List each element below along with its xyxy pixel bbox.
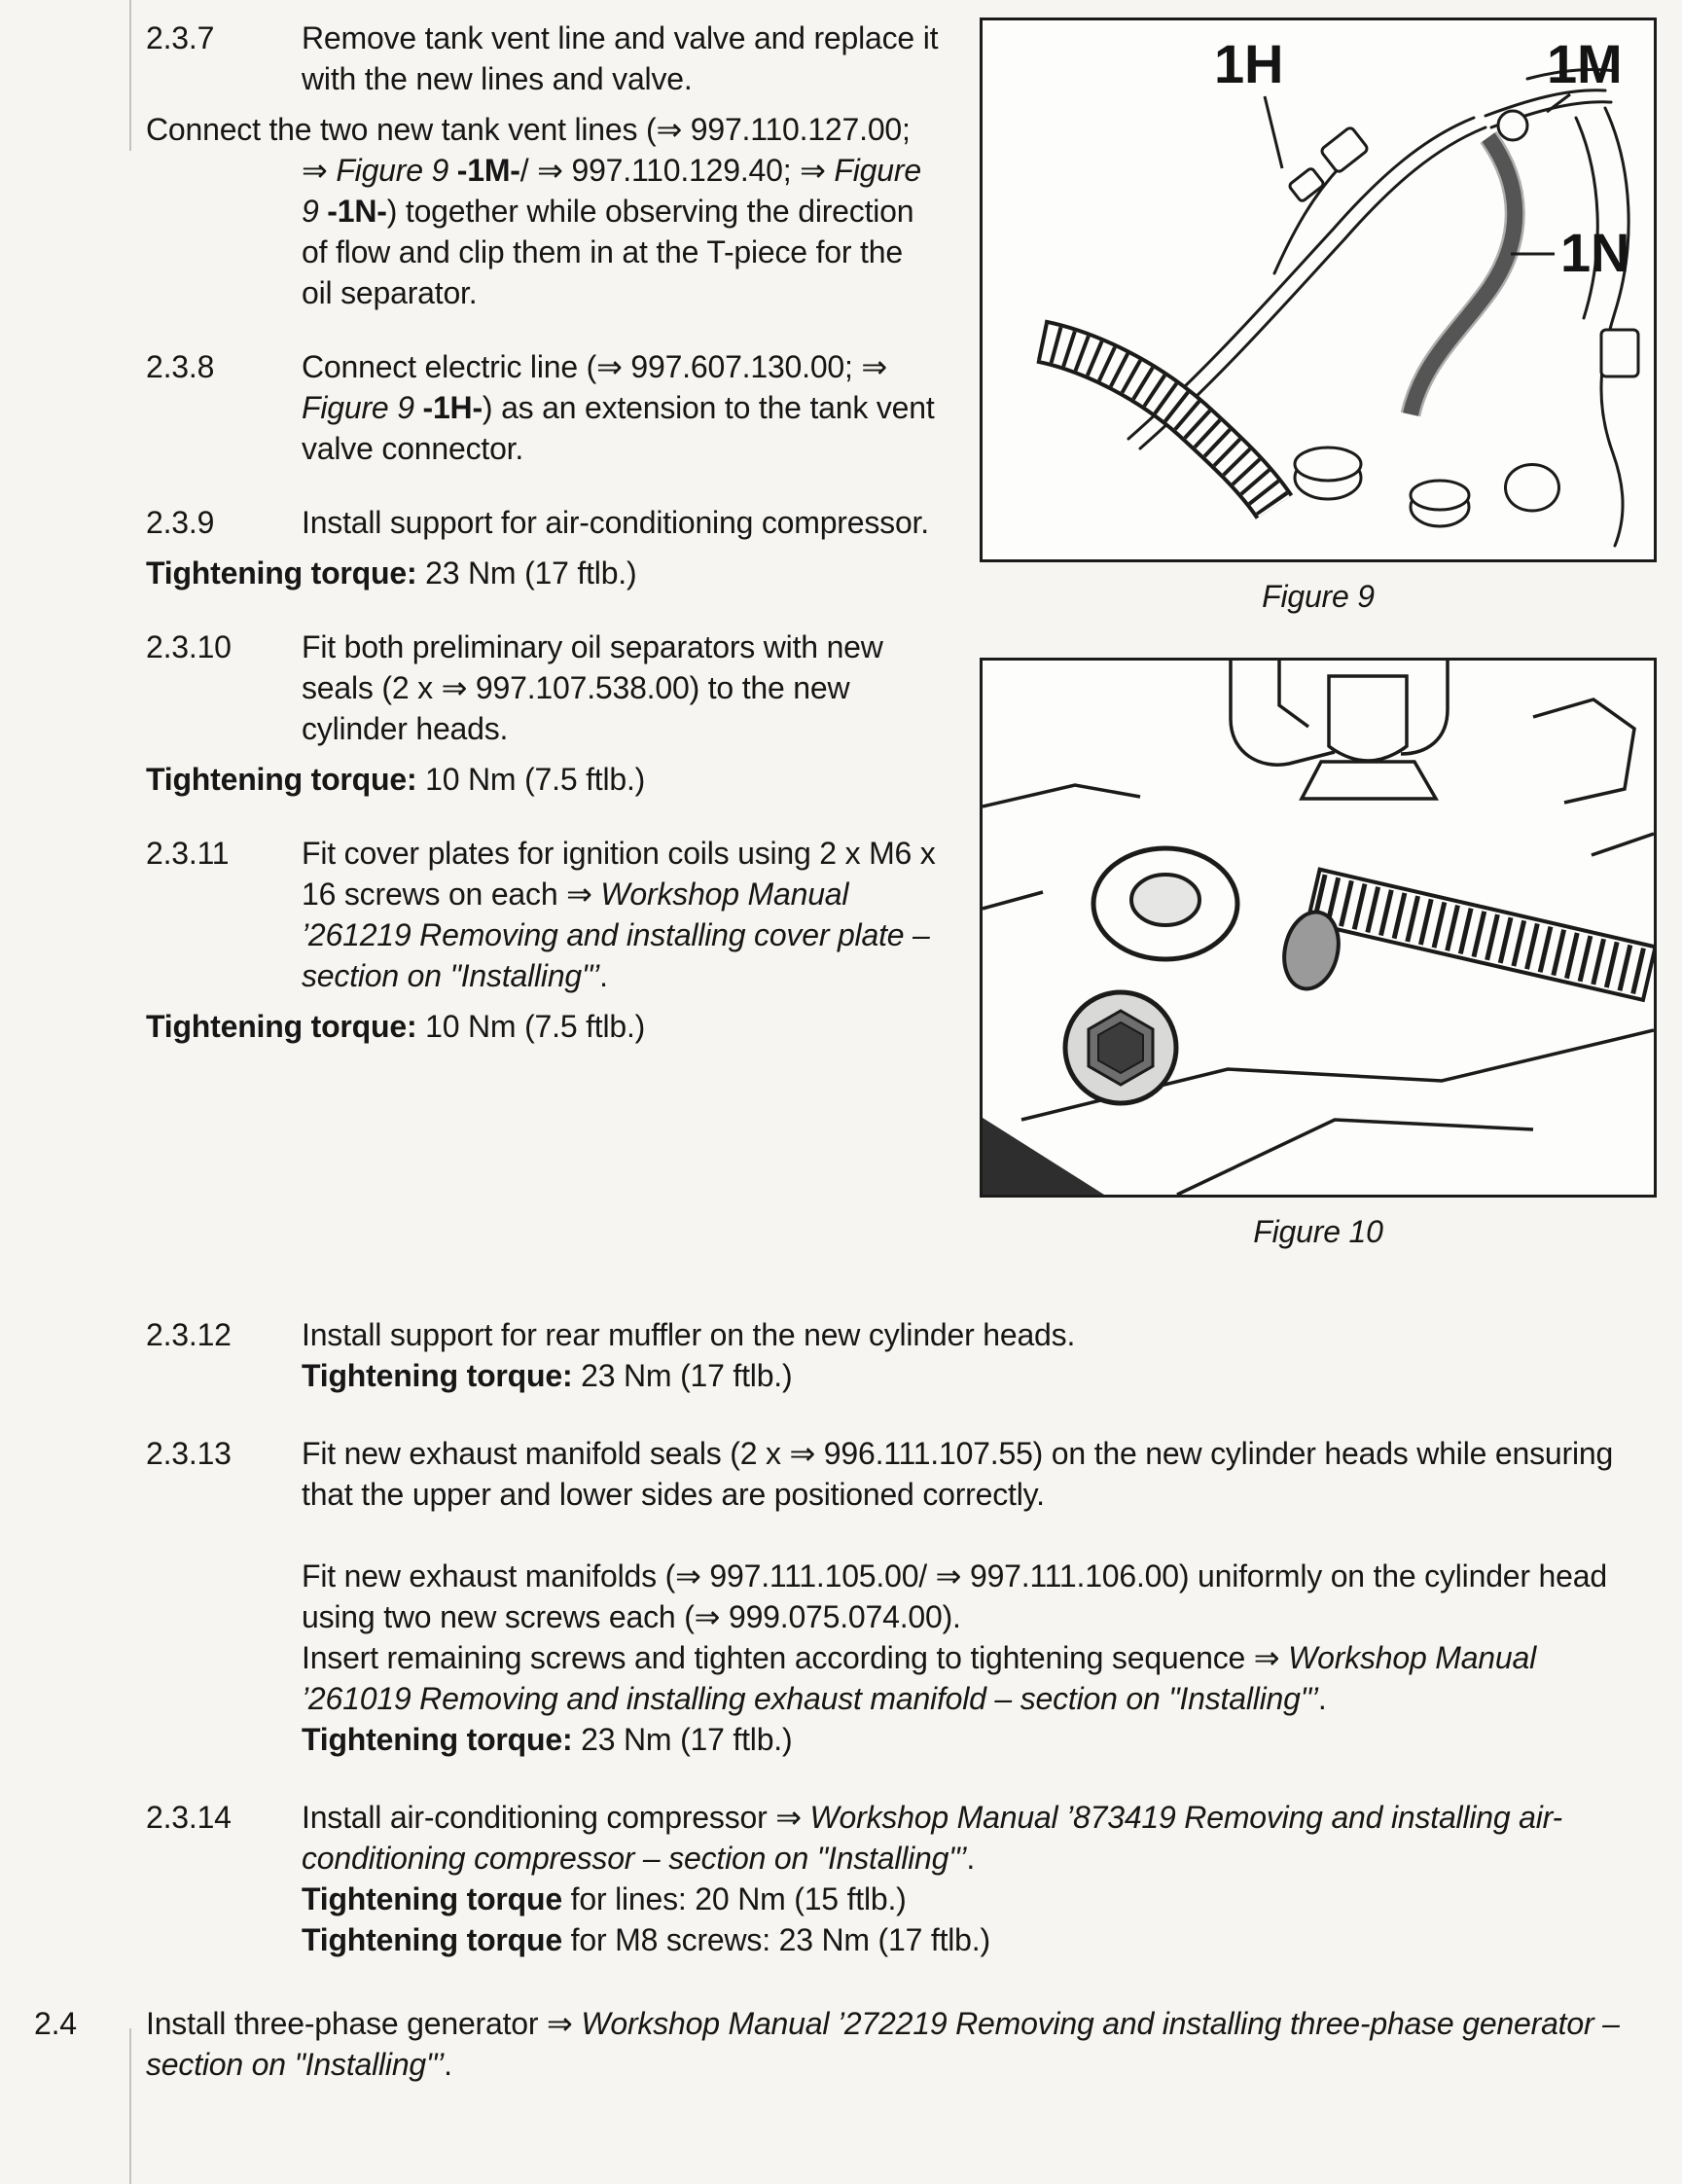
torque-label: Tightening torque:	[146, 555, 417, 591]
figure-9-drawing	[983, 20, 1654, 559]
text-run: Install air-conditioning compressor ⇒	[302, 1800, 810, 1835]
torque-value: 23 Nm (17 ftlb.)	[416, 555, 637, 591]
torque-line	[302, 1919, 1645, 1960]
engine-outline	[983, 785, 1140, 806]
step-2-3-10	[146, 627, 939, 749]
figure-10-image	[980, 658, 1657, 1198]
leader-line-1h	[1265, 96, 1282, 168]
paragraph-gap	[302, 1515, 1645, 1556]
mount-base	[1302, 762, 1436, 799]
torque-value: 23 Nm (17 ftlb.)	[572, 1722, 793, 1757]
cylinder-head-surface	[1177, 1120, 1533, 1195]
label-1n: 1N	[1560, 222, 1630, 283]
text-run: .	[444, 2047, 452, 2082]
step-number: 2.3.8	[146, 349, 215, 384]
step-paragraph	[302, 627, 939, 749]
text-run: Fit new exhaust manifold seals (2 x ⇒ 996.111.107.55) on the new cylinder heads while ensuring that the upper and lower sides are positioned correctly.	[302, 1436, 1614, 1512]
fitting-cap	[1411, 481, 1469, 510]
step-body	[302, 833, 939, 996]
torque-label: Tightening torque:	[146, 762, 417, 797]
step-body	[302, 502, 939, 543]
connect-lines-paragraph	[146, 109, 939, 313]
step-paragraph	[302, 346, 939, 469]
step-paragraph	[302, 1637, 1645, 1719]
step-2-3-14	[146, 1797, 1645, 1960]
text-run: Remove tank vent line and valve and replace it with the new lines and valve.	[302, 20, 939, 96]
step-2-4	[0, 2003, 1682, 2085]
torque-label: Tightening torque:	[302, 1722, 573, 1757]
step-number: 2.3.7	[146, 20, 215, 55]
torque-line	[146, 553, 939, 593]
callout-1h-ref: -1H-	[413, 390, 483, 425]
step-number: 2.3.12	[146, 1317, 232, 1352]
label-1h: 1H	[1214, 33, 1284, 94]
step-paragraph	[146, 2003, 1645, 2085]
step-body	[302, 1433, 1645, 1760]
text-run: ) as an extension to the tank vent valve connector.	[302, 390, 935, 466]
text-run: Fit cover plates for ignition coils using 2 x M6 x 16 screws on each ⇒	[302, 836, 936, 912]
step-paragraph	[302, 1314, 1645, 1355]
torque-line	[146, 759, 939, 800]
torque-value: 10 Nm (7.5 ftlb.)	[416, 1009, 646, 1044]
mount-post	[1329, 676, 1407, 761]
connector-plug	[1320, 126, 1369, 173]
lower-section	[0, 1314, 1682, 1960]
engine-outline	[983, 892, 1043, 909]
text-run: / ⇒ 997.110.129.40; ⇒	[519, 153, 835, 188]
torque-value: 23 Nm (17 ftlb.)	[572, 1358, 793, 1393]
torque-label: Tightening torque	[302, 1922, 562, 1957]
instruction-column	[146, 18, 939, 1293]
right-hose	[1601, 108, 1628, 546]
step-body	[302, 1314, 1645, 1396]
text-run: Insert remaining screws and tighten according to tightening sequence ⇒	[302, 1640, 1289, 1675]
step-body	[302, 346, 939, 469]
t-piece	[1506, 465, 1559, 512]
step-paragraph	[302, 1433, 1645, 1515]
torque-line	[302, 1879, 1645, 1919]
label-1m: 1M	[1547, 33, 1623, 94]
text-run: .	[966, 1841, 976, 1876]
step-paragraph	[302, 18, 939, 99]
workshop-manual-ref: Workshop Manual ’873419 Removing and installing air-conditioning compressor – section on "Installing"’	[302, 1800, 1562, 1876]
connector-plug	[1288, 167, 1324, 202]
figure-10-caption: Figure 10	[1253, 1214, 1383, 1249]
step-body	[302, 627, 939, 749]
figure9-ref: Figure 9	[336, 153, 449, 188]
workshop-manual-ref: Workshop Manual ’261019 Removing and installing exhaust manifold – section on "Installing"’	[302, 1640, 1537, 1716]
step-2-3-8	[146, 346, 939, 469]
support-bracket	[1279, 661, 1308, 727]
step-number: 2.3.11	[146, 836, 230, 871]
text-run: Install support for air-conditioning compressor.	[302, 505, 929, 540]
right-hose	[1576, 118, 1597, 318]
torque-line	[146, 1006, 939, 1047]
seal-seat-bore	[1131, 875, 1199, 925]
figure9-ref: Figure 9	[302, 153, 921, 229]
torque-value: 10 Nm (7.5 ftlb.)	[416, 762, 646, 797]
step-2-3-11	[146, 833, 939, 996]
torque-label: Tightening torque:	[146, 1009, 417, 1044]
step-2-3-9	[146, 502, 939, 543]
torque-line	[302, 1355, 1645, 1396]
page-edge-artifact-top	[129, 0, 131, 151]
figure-9-caption: Figure 9	[1262, 579, 1375, 614]
torque-label: Tightening torque:	[302, 1358, 573, 1393]
upper-section	[0, 18, 1682, 1293]
figure-column	[980, 18, 1657, 1293]
callout-1n-ref: -1N-	[318, 194, 387, 229]
clamp-bracket	[1601, 330, 1638, 376]
step-paragraph	[302, 1797, 1645, 1879]
step-2-3-12	[146, 1314, 1645, 1396]
shadow-wedge	[983, 1118, 1104, 1195]
step-body	[146, 2003, 1645, 2085]
step-body	[302, 18, 939, 99]
torque-label: Tightening torque	[302, 1881, 562, 1916]
torque-value: for M8 screws: 23 Nm (17 ftlb.)	[561, 1922, 990, 1957]
support-bracket	[1231, 661, 1335, 765]
fitting-cap	[1295, 448, 1361, 481]
figure-10-drawing	[983, 661, 1654, 1195]
step-paragraph	[302, 502, 939, 543]
text-run: .	[1317, 1681, 1327, 1716]
torque-value: for lines: 20 Nm (15 ftlb.)	[561, 1881, 907, 1916]
step-2-3-7	[146, 18, 939, 99]
text-run: Install support for rear muffler on the new cylinder heads.	[302, 1317, 1076, 1352]
workshop-manual-ref: Workshop Manual ’272219 Removing and installing three-phase generator – section on "Installing"’	[146, 2006, 1620, 2082]
valve-fitting	[1498, 111, 1527, 140]
figure-9-image	[980, 18, 1657, 562]
step-number: 2.4	[34, 2006, 77, 2041]
step-number: 2.3.10	[146, 629, 232, 664]
text-run: Install three-phase generator ⇒	[146, 2006, 582, 2041]
text-run: Fit both preliminary oil separators with new seals (2 x ⇒ 997.107.538.00) to the new cylinder heads.	[302, 629, 883, 746]
step-body	[302, 1797, 1645, 1960]
step-paragraph	[302, 833, 939, 996]
text-run: Connect the two new tank vent lines (⇒ 997.110.127.00; ⇒	[146, 112, 911, 188]
step-number: 2.3.13	[146, 1436, 232, 1471]
workshop-manual-ref: Workshop Manual ’261219 Removing and installing cover plate – section on "Installing"’	[302, 877, 930, 993]
torque-line	[302, 1719, 1645, 1760]
figure9-ref: Figure 9	[302, 390, 414, 425]
step-2-3-13	[146, 1433, 1645, 1760]
engine-outline	[1592, 834, 1654, 855]
callout-1m-ref: -1M-	[448, 153, 520, 188]
text-run: ) together while observing the direction of flow and clip them in at the T-piece for the oil separator.	[302, 194, 914, 310]
text-run: .	[599, 958, 608, 993]
text-run: Fit new exhaust manifolds (⇒ 997.111.105.00/ ⇒ 997.111.106.00) uniformly on the cylinder head using two new screws each (⇒ 999.075.074.00).	[302, 1558, 1607, 1634]
step-number: 2.3.14	[146, 1800, 232, 1835]
page-edge-artifact-bottom	[129, 2028, 131, 2184]
text-run: Connect electric line (⇒ 997.607.130.00; ⇒	[302, 349, 888, 384]
step-paragraph	[302, 1556, 1645, 1637]
engine-outline	[1533, 699, 1634, 803]
step-number: 2.3.9	[146, 505, 215, 540]
